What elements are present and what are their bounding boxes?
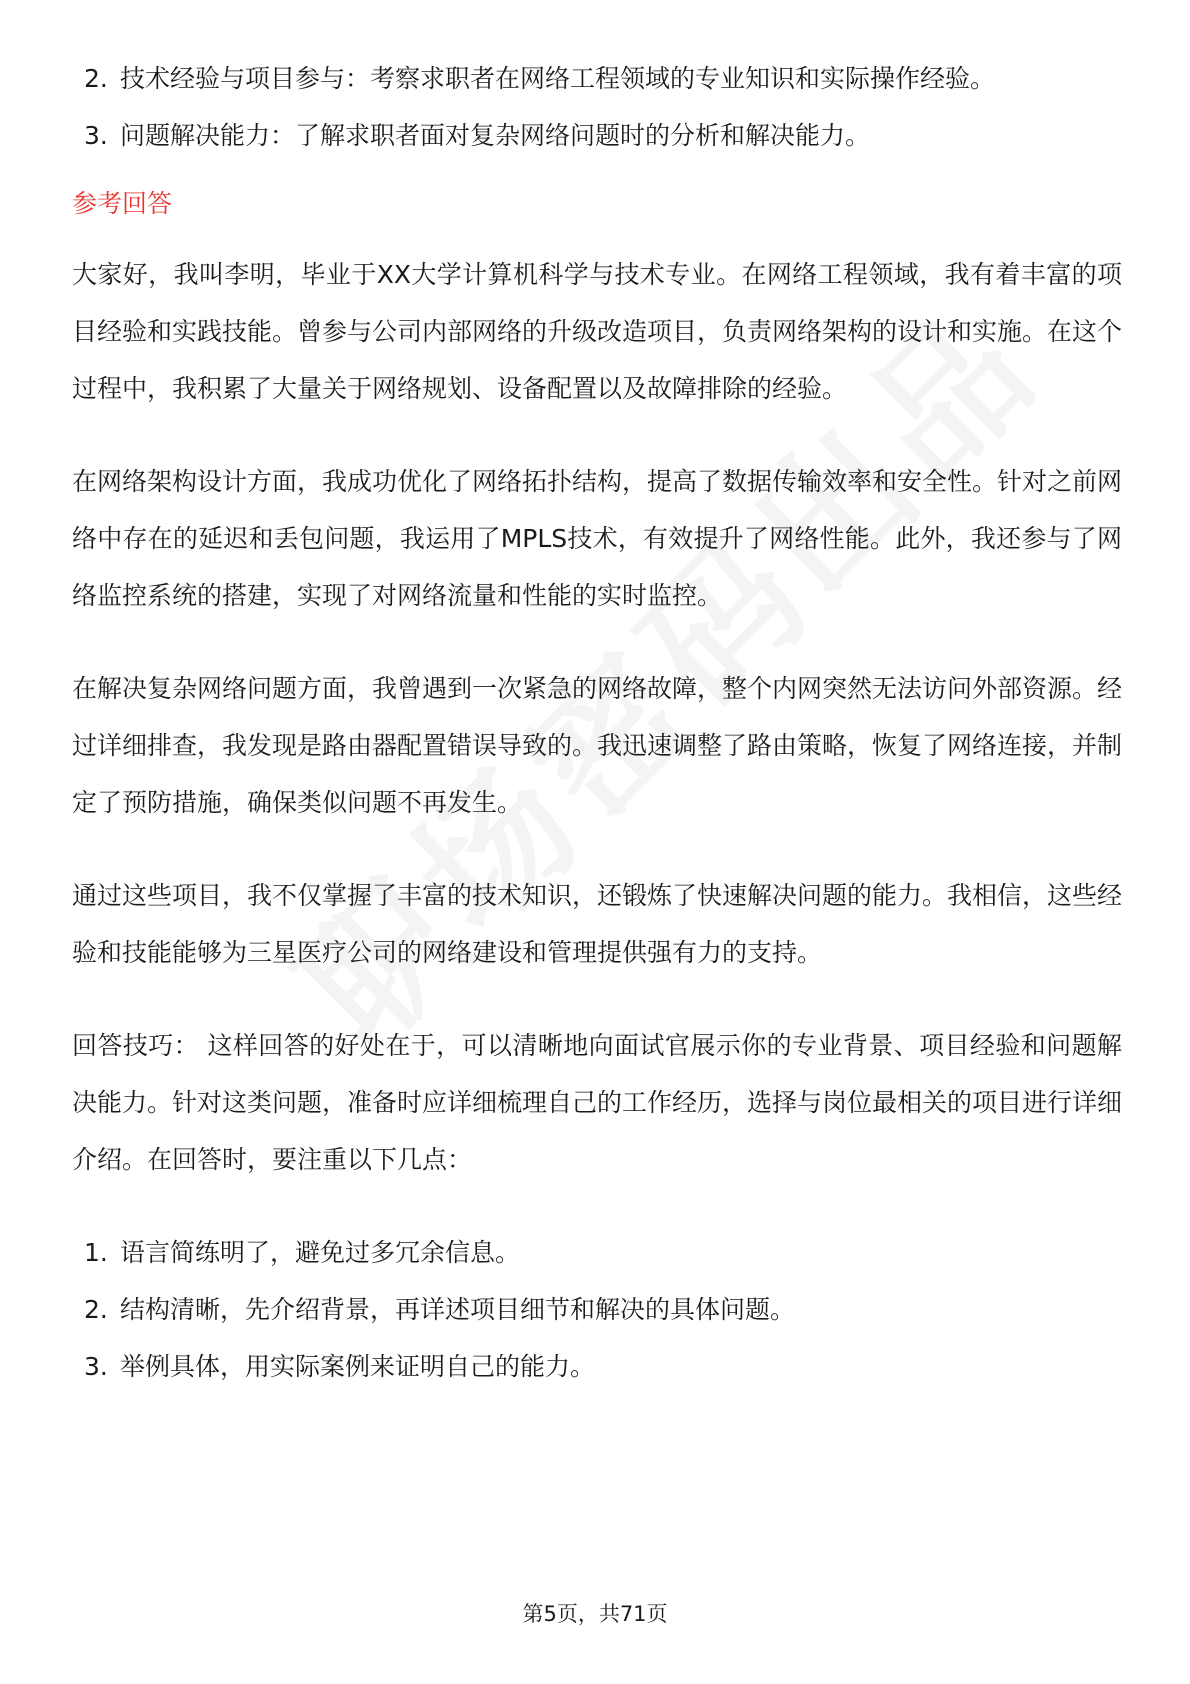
list-item-text: 语言简练明了，避免过多冗余信息。 xyxy=(120,1238,521,1267)
paragraph-architecture: 在网络架构设计方面，我成功优化了网络拓扑结构，提高了数据传输效率和安全性。针对之前网络中存在的延迟和丢包问题，我运用了MPLS技术，有效提升了网络性能。此外，我还参与了网络监控系统的搭建，实现了对网络流量和性能的实时监控。 xyxy=(72,467,1123,610)
paragraph-tips: 回答技巧： 这样回答的好处在于，可以清晰地向面试官展示你的专业背景、项目经验和问题解决能力。针对这类问题，准备时应详细梳理自己的工作经历，选择与岗位最相关的项目进行详细介绍。在回答时，要注重以下几点： xyxy=(72,1031,1123,1174)
document-body xyxy=(72,50,1122,1395)
list-item xyxy=(72,1281,1122,1338)
paragraph-troubleshooting: 在解决复杂网络问题方面，我曾遇到一次紧急的网络故障，整个内网突然无法访问外部资源。经过详细排查，我发现是路由器配置错误导致的。我迅速调整了路由策略，恢复了网络连接，并制定了预防措施，确保类似问题不再发生。 xyxy=(72,674,1123,817)
list-item-number: 3. xyxy=(84,121,108,150)
list-item-number: 2. xyxy=(84,1295,108,1324)
list-item-text: 结构清晰，先介绍背景，再详述项目细节和解决的具体问题。 xyxy=(120,1295,796,1324)
list-item-text: 举例具体，用实际案例来证明自己的能力。 xyxy=(120,1352,596,1381)
list-item-text: 技术经验与项目参与：考察求职者在网络工程领域的专业知识和实际操作经验。 xyxy=(120,64,996,93)
criteria-list xyxy=(72,50,1122,164)
answer-heading: 参考回答 xyxy=(72,189,173,218)
list-item xyxy=(72,107,1122,164)
list-item xyxy=(72,1224,1122,1281)
list-item-text: 问题解决能力：了解求职者面对复杂网络问题时的分析和解决能力。 xyxy=(120,121,871,150)
tips-list xyxy=(72,1224,1122,1395)
paragraph-summary: 通过这些项目，我不仅掌握了丰富的技术知识，还锻炼了快速解决问题的能力。我相信，这些经验和技能能够为三星医疗公司的网络建设和管理提供强有力的支持。 xyxy=(72,881,1123,967)
paragraph-intro: 大家好，我叫李明，毕业于XX大学计算机科学与技术专业。在网络工程领域，我有着丰富的项目经验和实践技能。曾参与公司内部网络的升级改造项目，负责网络架构的设计和实施。在这个过程中，我积累了大量关于网络规划、设备配置以及故障排除的经验。 xyxy=(72,260,1123,403)
list-item-number: 1. xyxy=(84,1238,108,1267)
list-item xyxy=(72,50,1122,107)
page-footer: 第5页，共71页 xyxy=(522,1602,668,1626)
list-item xyxy=(72,1338,1122,1395)
list-item-number: 2. xyxy=(84,64,108,93)
list-item-number: 3. xyxy=(84,1352,108,1381)
